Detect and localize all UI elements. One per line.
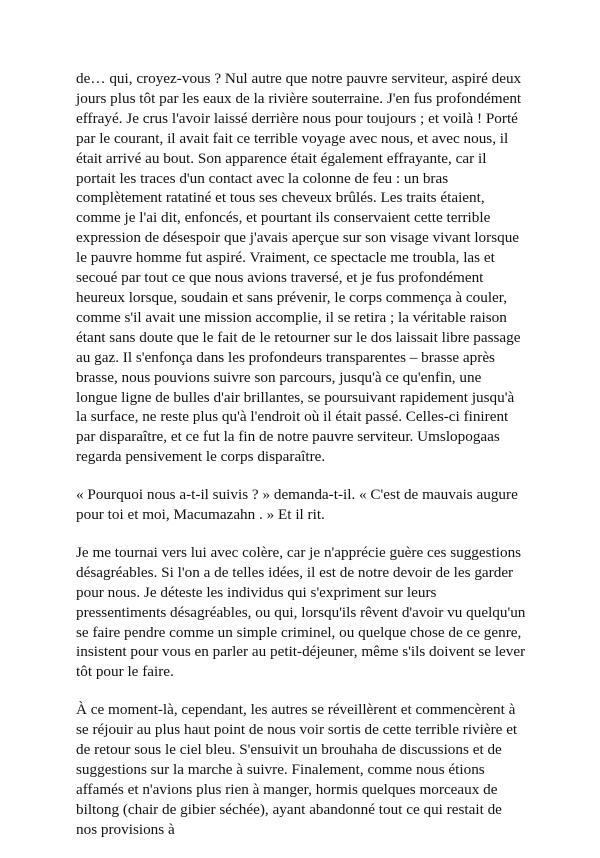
- paragraph-3: Je me tournai vers lui avec colère, car je n'apprécie guère ces suggestions désagréables. Si l'on a de telles idées, il est de notre devoir de les garder pour nous. Je déteste les individus qui s'expriment sur leurs pressentiments désagréables, ou qui, lorsqu'ils rêvent d'avoir vu quelqu'un se faire pendre comme un simple criminel, ou quelque chose de ce genre, insistent pour vous en parler au petit-déjeuner, même s'ils doivent se lever tôt pour le faire.: [76, 543, 526, 681]
- paragraph-4: À ce moment-là, cependant, les autres se réveillèrent et commencèrent à se réjouir au plus haut point de nous voir sortis de cette terrible rivière et de retour sous le ciel bleu. S'ensuivit un brouhaha de discussions et de suggestions sur la marche à suivre. Finalement, comme nous étions affamés et n'avions plus rien à manger, hormis quelques morceaux de biltong (chair de gibier séchée), ayant abandonné tout ce qui restait de nos provisions à: [76, 701, 518, 838]
- paragraph-2: « Pourquoi nous a-t-il suivis ? » demanda-t-il. « C'est de mauvais augure pour toi et moi, Macumazahn . » Et il rit.: [76, 486, 518, 524]
- paragraph-1: de… qui, croyez-vous ? Nul autre que notre pauvre serviteur, aspiré deux jours plus tôt par les eaux de la rivière souterraine. J'en fus profondément effrayé. Je crus l'avoir laissé derrière nous pour toujours ; et voilà ! Porté par le courant, il avait fait ce terrible voyage avec nous, et avec nous, il était arrivé au bout. Son apparence était également effrayante, car il portait les traces d'un contact avec la colonne de feu : un bras complètement ratatiné et tous ses cheveux brûlés. Les traits étaient, comme je l'ai dit, enfoncés, et pourtant ils conservaient cette terrible expression de désespoir que j'avais aperçue sur son visage vivant lorsque le pauvre homme fut aspiré. Vraiment, ce spectacle me troubla, las et secoué par tout ce que nous avions traversé, et je fus profondément heureux lorsque, soudain et sans prévenir, le corps commença à couler, comme s'il avait une mission accomplie, il se retira ; la véritable raison étant sans doute que le fait de le retourner sur le dos laissait libre passage au gaz. Il s'enfonça dans les profondeurs transparentes – brasse après brasse, nous pouvions suivre son parcours, jusqu'à ce qu'enfin, une longue ligne de bulles d'air brillantes, se poursuivant rapidement jusqu'à la surface, ne reste plus qu'à l'endroit où il était passé. Celles-ci finirent par disparaître, et ce fut la fin de notre pauvre serviteur. Umslopogaas regarda pensivement le corps disparaître.: [76, 70, 522, 466]
- document-page: [76, 69, 526, 858]
